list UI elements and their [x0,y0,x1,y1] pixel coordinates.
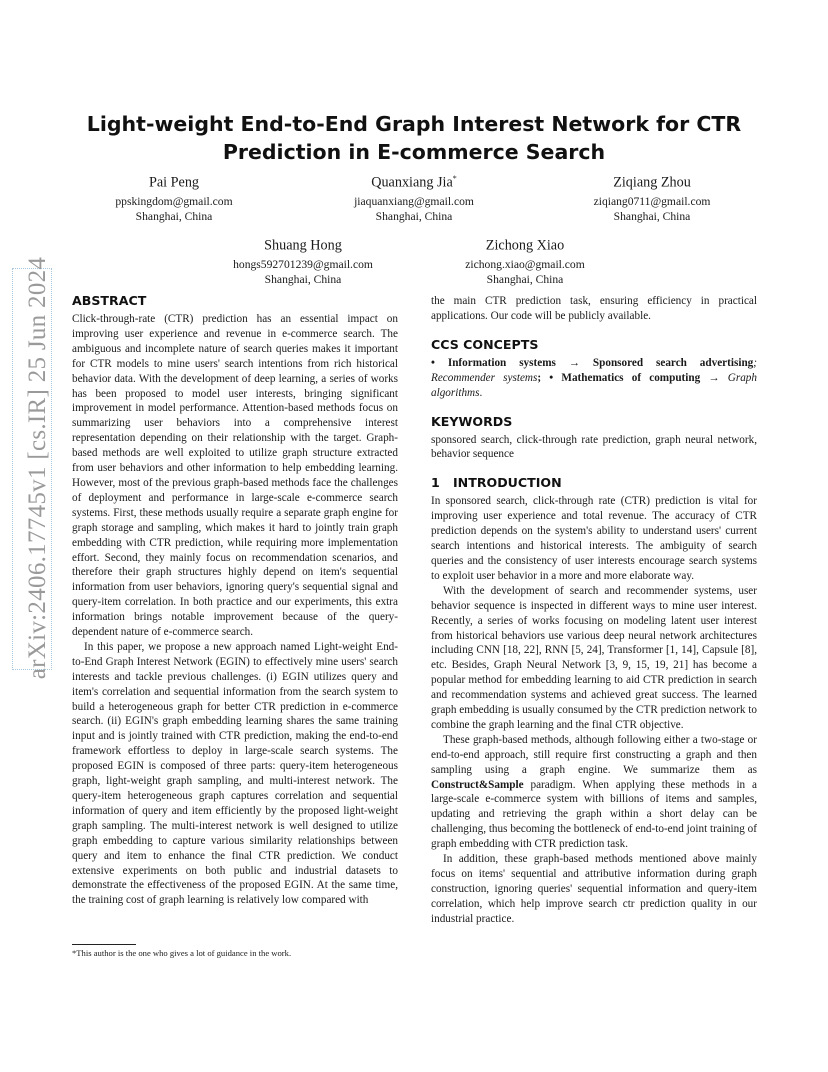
author-block [415,231,635,287]
author-location: Shanghai, China [375,209,453,223]
intro-paragraph: With the development of search and recommender systems, user behavior sequence is inspected in different ways to mine user interest. Recently, a series of works focusing on modeling latent user interest from historical behaviors use various deep neural network architectures including CNN [18, 22], RNN [5, 24], Transformer [1, 14], Capsule [8], etc. Besides, Graph Neural Network [3, 9, 15, 19, 21] has become a popular method for embedding learning to aid CTR prediction in search and recommendation systems and achieved great success. The learned graph embedding is usually consumed by the CTR prediction network to combine the graph learning and the final CTR objective. [431,584,757,731]
arxiv-identifier: arXiv:2406.17745v1 [cs.IR] 25 Jun 2024 [24,256,51,680]
author-block [304,168,524,224]
abstract-paragraph: Click-through-rate (CTR) prediction has an essential impact on improving user experience and revenue in e-commerce search. The ambiguous and incomplete nature of search queries makes it important for CTR models to mine users' search intentions from rich historical behavior data. With the development of deep learning, a series of works has been proposed to model user interests, bringing significant improvement in model performance. Attention-based methods focus on summarizing user behaviors into a comprehensive interest representation depending on their relationship with the target. Graph-based methods are well exploited to utilize graph structure extracted from user behaviors and other information to help embedding learning. However, most of the previous graph-based methods face the challenges of deployment and performance in large-scale e-commerce search systems. First, these methods usually require a separate graph engine for graph storage and sampling, which makes it hard to jointly train graph embedding with CTR prediction, while requiring more implementation effort. Second, they mainly focus on recommendation scenarios, and therefore their graph structures highly depend on item's sequential information from user behaviors, ignoring query's sequential signal and query-item correlation. In both practice and our experiments, this extra information brings notable improvement because of the query-dependent nature of e-commerce search. [72,313,398,639]
footnote-rule [72,944,136,945]
author-name: Ziqiang Zhou [613,174,691,191]
author-location: Shanghai, China [613,209,691,223]
ccs-heading: CCS CONCEPTS [431,336,539,352]
intro-paragraph: These graph-based methods, although following either a two-stage or end-to-end approach, still require first constructing a graph and then sampling using a graph engine. We summarize them as Construct&Sample paradigm. When applying these methods in a large-scale e-commerce system with billions of items and samples, updating and retrieving the graph within a short delay can be challenging, thus becoming the bottleneck of end-to-end joint training of graph embedding with CTR prediction task. [431,733,757,851]
ccs-concepts: • Information systems → Sponsored search advertising; Recommender systems; • Mathematics of computing → Graph algorithms. [431,356,757,399]
intro-paragraph: In addition, these graph-based methods mentioned above mainly focus on items' sequential and attributive information during graph construction, ignoring queries' sequential information and query-item correlation, which help improve search ctr prediction quality in our industrial practice. [431,853,757,925]
author-email: ziqiang0711@gmail.com [593,194,711,208]
title-line-2: Prediction in E-commerce Search [222,140,606,164]
abstract-paragraph: In this paper, we propose a new approach named Light-weight End-to-End Graph Interest Network (EGIN) to effectively mine users' search interests and tackle previous challenges. (i) EGIN utilizes query and item's correlation and sequential information from the search system to build a heterogeneous graph for better CTR prediction in e-commerce search. (ii) EGIN's graph embedding learning shares the same training input and is jointly trained with CTR prediction, making the end-to-end framework effortless to deploy in large-scale search systems. The proposed EGIN is composed of three parts: query-item heterogeneous graph, light-weight graph sampling, and multi-interest network. The query-item heterogeneous graph captures correlation and sequential information of query and item efficiently by the proposed light-weight graph sampling. The multi-interest network is well designed to utilize graph embedding to capture various similarity relationships between query and item to enhance the final CTR prediction. We conduct extensive experiments on both public and industrial datasets to demonstrate the effectiveness of the proposed EGIN. At the same time, the training cost of graph learning is relatively low compared with [72,640,398,907]
paper-title [70,110,758,166]
keywords-heading: KEYWORDS [431,413,513,429]
footnote: *This author is the one who gives a lot of guidance in the work. [72,948,292,958]
author-email: ppskingdom@gmail.com [115,194,233,208]
author-location: Shanghai, China [135,209,213,223]
author-name: Shuang Hong [264,237,342,254]
author-email: hongs592701239@gmail.com [233,257,373,271]
abstract-heading: ABSTRACT [72,293,147,308]
author-name: Zichong Xiao [485,237,565,254]
author-block [542,168,762,224]
intro-paragraph: In sponsored search, click-through rate (CTR) prediction is vital for improving user experience and total revenue. The accuracy of CTR prediction depends on the system's ability to understand users' current search intentions and historical interests. The ambiguity of search queries and the consistency of user interests encourage search systems to exploit user behavior in a more and more elaborate way. [431,495,757,582]
abstract-continuation: the main CTR prediction task, ensuring efficiency in practical applications. Our code will be publicly available. [431,295,757,322]
author-email: zichong.xiao@gmail.com [465,257,585,271]
author-name: Pai Peng [148,174,200,191]
title-line-1: Light-weight End-to-End Graph Interest Network for CTR [86,112,742,136]
right-column [431,294,757,927]
author-location: Shanghai, China [264,272,342,286]
left-column [72,292,398,908]
introduction-heading: 1 INTRODUCTION [431,475,562,491]
author-name: Quanxiang Jia* [371,174,457,191]
author-location: Shanghai, China [486,272,564,286]
keywords-text: sponsored search, click-through rate prediction, graph neural network, behavior sequence [431,433,757,461]
author-email: jiaquanxiang@gmail.com [354,194,474,208]
author-block [64,168,284,224]
author-block [193,231,413,287]
